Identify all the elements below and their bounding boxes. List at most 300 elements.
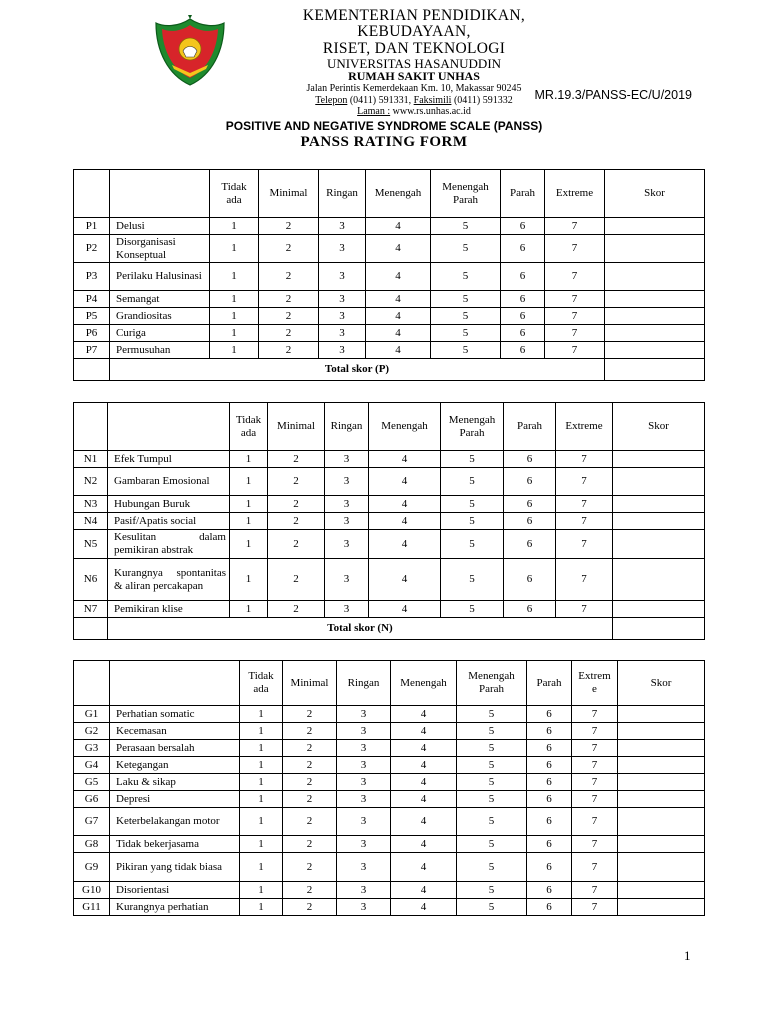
- score-4[interactable]: 4: [391, 808, 457, 836]
- table-row: [74, 468, 705, 496]
- general-scale-table: [73, 660, 705, 916]
- positive-scale-table: [73, 169, 705, 381]
- score-3[interactable]: 3: [325, 468, 369, 496]
- score-7[interactable]: 7: [556, 451, 613, 468]
- table-row: [74, 291, 705, 308]
- score-3[interactable]: 3: [325, 559, 369, 601]
- table-row: [74, 530, 705, 559]
- score-7[interactable]: 7: [545, 325, 605, 342]
- skor-cell[interactable]: [618, 808, 705, 836]
- score-5[interactable]: 5: [441, 451, 504, 468]
- score-5[interactable]: 5: [431, 235, 501, 263]
- table-row: [74, 774, 705, 791]
- ministry-name: KEMENTERIAN PENDIDIKAN, KEBUDAYAAN,: [302, 7, 526, 41]
- score-7[interactable]: 7: [556, 530, 613, 559]
- score-6[interactable]: 6: [501, 325, 545, 342]
- table-row: [74, 791, 705, 808]
- skor-cell[interactable]: [618, 757, 705, 774]
- score-2[interactable]: 2: [283, 706, 337, 723]
- header-skor: Skor: [618, 661, 705, 706]
- score-1[interactable]: 1: [240, 757, 283, 774]
- score-7[interactable]: 7: [572, 706, 618, 723]
- skor-cell[interactable]: [618, 706, 705, 723]
- header-tidak-ada: Tidak ada: [210, 170, 259, 218]
- header-extreme: Extreme: [556, 403, 613, 451]
- score-4[interactable]: 4: [366, 235, 431, 263]
- score-6[interactable]: 6: [527, 706, 572, 723]
- header-extreme: Extreme: [545, 170, 605, 218]
- score-5[interactable]: 5: [457, 899, 527, 916]
- score-2[interactable]: 2: [283, 740, 337, 757]
- table-row: [74, 325, 705, 342]
- score-3[interactable]: 3: [337, 757, 391, 774]
- skor-cell[interactable]: [618, 791, 705, 808]
- skor-cell[interactable]: [613, 601, 705, 618]
- score-4[interactable]: 4: [391, 899, 457, 916]
- header-menengah-parah: Menengah Parah: [457, 661, 527, 706]
- score-1[interactable]: 1: [240, 723, 283, 740]
- score-7[interactable]: 7: [556, 601, 613, 618]
- item-header: [110, 661, 240, 706]
- item-label: Pikiran yang tidak biasa: [110, 853, 240, 882]
- score-4[interactable]: 4: [366, 218, 431, 235]
- item-code: G11: [74, 899, 110, 916]
- score-1[interactable]: 1: [210, 263, 259, 291]
- table-row: [74, 235, 705, 263]
- header-menengah-parah: Menengah Parah: [431, 170, 501, 218]
- score-4[interactable]: 4: [391, 836, 457, 853]
- table-row: [74, 451, 705, 468]
- score-2[interactable]: 2: [259, 342, 319, 359]
- score-6[interactable]: 6: [501, 218, 545, 235]
- score-3[interactable]: 3: [319, 291, 366, 308]
- score-6[interactable]: 6: [504, 530, 556, 559]
- score-4[interactable]: 4: [369, 559, 441, 601]
- table-row: [74, 342, 705, 359]
- score-1[interactable]: 1: [230, 468, 268, 496]
- item-label: Kesulitan dalam pemikiran abstrak: [108, 530, 230, 559]
- score-7[interactable]: 7: [572, 836, 618, 853]
- score-1[interactable]: 1: [240, 808, 283, 836]
- unhas-logo: [150, 15, 230, 89]
- score-1[interactable]: 1: [240, 706, 283, 723]
- score-5[interactable]: 5: [431, 291, 501, 308]
- score-5[interactable]: 5: [431, 308, 501, 325]
- score-2[interactable]: 2: [283, 791, 337, 808]
- item-code: P1: [74, 218, 110, 235]
- score-7[interactable]: 7: [572, 740, 618, 757]
- score-2[interactable]: 2: [283, 757, 337, 774]
- header-minimal: Minimal: [259, 170, 319, 218]
- score-2[interactable]: 2: [268, 530, 325, 559]
- score-5[interactable]: 5: [457, 836, 527, 853]
- header-tidak-ada: Tidak ada: [240, 661, 283, 706]
- skor-cell[interactable]: [605, 325, 705, 342]
- item-code: P4: [74, 291, 110, 308]
- item-label: Perhatian somatic: [110, 706, 240, 723]
- header-menengah: Menengah: [369, 403, 441, 451]
- score-4[interactable]: 4: [391, 740, 457, 757]
- score-6[interactable]: 6: [504, 451, 556, 468]
- score-6[interactable]: 6: [501, 308, 545, 325]
- score-3[interactable]: 3: [337, 882, 391, 899]
- score-3[interactable]: 3: [319, 218, 366, 235]
- skor-cell[interactable]: [613, 451, 705, 468]
- score-2[interactable]: 2: [268, 451, 325, 468]
- score-1[interactable]: 1: [210, 325, 259, 342]
- skor-cell[interactable]: [605, 218, 705, 235]
- skor-cell[interactable]: [618, 723, 705, 740]
- score-1[interactable]: 1: [210, 308, 259, 325]
- score-2[interactable]: 2: [268, 601, 325, 618]
- score-4[interactable]: 4: [369, 513, 441, 530]
- score-7[interactable]: 7: [572, 899, 618, 916]
- score-6[interactable]: 6: [527, 836, 572, 853]
- score-6[interactable]: 6: [527, 899, 572, 916]
- score-5[interactable]: 5: [457, 882, 527, 899]
- table-row: [74, 757, 705, 774]
- score-4[interactable]: 4: [366, 342, 431, 359]
- score-6[interactable]: 6: [527, 740, 572, 757]
- score-7[interactable]: 7: [545, 291, 605, 308]
- header-parah: Parah: [527, 661, 572, 706]
- score-1[interactable]: 1: [230, 559, 268, 601]
- item-label: Perilaku Halusinasi: [110, 263, 210, 291]
- score-2[interactable]: 2: [259, 235, 319, 263]
- score-7[interactable]: 7: [556, 513, 613, 530]
- score-3[interactable]: 3: [337, 808, 391, 836]
- score-5[interactable]: 5: [431, 218, 501, 235]
- score-2[interactable]: 2: [259, 218, 319, 235]
- score-1[interactable]: 1: [240, 774, 283, 791]
- score-7[interactable]: 7: [572, 882, 618, 899]
- item-label: Grandiositas: [110, 308, 210, 325]
- item-label: Ketegangan: [110, 757, 240, 774]
- item-header: [110, 170, 210, 218]
- score-2[interactable]: 2: [283, 774, 337, 791]
- skor-cell[interactable]: [618, 740, 705, 757]
- item-label: Disorientasi: [110, 882, 240, 899]
- score-7[interactable]: 7: [545, 308, 605, 325]
- score-5[interactable]: 5: [431, 325, 501, 342]
- skor-cell[interactable]: [613, 496, 705, 513]
- score-2[interactable]: 2: [259, 308, 319, 325]
- item-code: P3: [74, 263, 110, 291]
- score-5[interactable]: 5: [441, 601, 504, 618]
- table-row: [74, 308, 705, 325]
- item-code: P7: [74, 342, 110, 359]
- score-3[interactable]: 3: [325, 601, 369, 618]
- item-label: Tidak bekerjasama: [110, 836, 240, 853]
- form-subtitle: PANSS RATING FORM: [300, 134, 468, 150]
- score-7[interactable]: 7: [556, 559, 613, 601]
- score-4[interactable]: 4: [366, 325, 431, 342]
- score-6[interactable]: 6: [527, 774, 572, 791]
- score-5[interactable]: 5: [431, 263, 501, 291]
- score-5[interactable]: 5: [457, 791, 527, 808]
- score-4[interactable]: 4: [391, 853, 457, 882]
- score-7[interactable]: 7: [572, 853, 618, 882]
- score-3[interactable]: 3: [319, 308, 366, 325]
- item-label: Pasif/Apatis social: [108, 513, 230, 530]
- score-1[interactable]: 1: [240, 899, 283, 916]
- score-4[interactable]: 4: [369, 530, 441, 559]
- header-row: [74, 403, 705, 451]
- score-5[interactable]: 5: [457, 740, 527, 757]
- skor-cell[interactable]: [605, 342, 705, 359]
- score-3[interactable]: 3: [337, 706, 391, 723]
- skor-cell[interactable]: [613, 530, 705, 559]
- skor-cell[interactable]: [605, 235, 705, 263]
- score-5[interactable]: 5: [457, 853, 527, 882]
- score-7[interactable]: 7: [545, 263, 605, 291]
- table-row: [74, 740, 705, 757]
- score-6[interactable]: 6: [504, 513, 556, 530]
- header-parah: Parah: [501, 170, 545, 218]
- code-header: [74, 170, 110, 218]
- skor-cell[interactable]: [618, 882, 705, 899]
- score-3[interactable]: 3: [319, 263, 366, 291]
- document-code: MR.19.3/PANSS-EC/U/2019: [534, 88, 692, 102]
- table-row: [74, 853, 705, 882]
- fax-value: (0411) 591332: [451, 94, 513, 106]
- score-1[interactable]: 1: [230, 496, 268, 513]
- item-code: N6: [74, 559, 108, 601]
- skor-cell[interactable]: [605, 308, 705, 325]
- score-1[interactable]: 1: [210, 235, 259, 263]
- header-menengah: Menengah: [391, 661, 457, 706]
- score-1[interactable]: 1: [230, 513, 268, 530]
- hospital-contact: [246, 95, 582, 107]
- score-1[interactable]: 1: [210, 342, 259, 359]
- score-3[interactable]: 3: [337, 774, 391, 791]
- total-score-n[interactable]: [613, 618, 705, 640]
- score-5[interactable]: 5: [441, 513, 504, 530]
- score-1[interactable]: 1: [210, 218, 259, 235]
- score-6[interactable]: 6: [501, 342, 545, 359]
- item-label: Kurangnya spontanitas & aliran percakapan: [108, 559, 230, 601]
- score-2[interactable]: 2: [283, 836, 337, 853]
- web-value: www.rs.unhas.ac.id: [390, 106, 471, 118]
- score-6[interactable]: 6: [504, 559, 556, 601]
- score-5[interactable]: 5: [457, 723, 527, 740]
- header-row: [74, 170, 705, 218]
- ministry-name-cont: RISET, DAN TEKNOLOGI: [322, 39, 506, 57]
- score-6[interactable]: 6: [527, 791, 572, 808]
- score-7[interactable]: 7: [572, 774, 618, 791]
- hospital-name: RUMAH SAKIT UNHAS: [348, 69, 480, 84]
- score-2[interactable]: 2: [283, 899, 337, 916]
- score-3[interactable]: 3: [319, 235, 366, 263]
- score-5[interactable]: 5: [441, 496, 504, 513]
- skor-cell[interactable]: [618, 774, 705, 791]
- score-7[interactable]: 7: [545, 342, 605, 359]
- score-6[interactable]: 6: [527, 808, 572, 836]
- score-1[interactable]: 1: [210, 291, 259, 308]
- item-code: P2: [74, 235, 110, 263]
- phone-label: Telepon: [315, 94, 348, 106]
- score-2[interactable]: 2: [259, 263, 319, 291]
- score-3[interactable]: 3: [337, 791, 391, 808]
- score-2[interactable]: 2: [268, 513, 325, 530]
- web-label: Laman :: [357, 106, 391, 118]
- item-code: G6: [74, 791, 110, 808]
- score-4[interactable]: 4: [391, 791, 457, 808]
- score-2[interactable]: 2: [268, 496, 325, 513]
- page-number: 1: [684, 948, 691, 963]
- table-row: [74, 601, 705, 618]
- score-6[interactable]: 6: [504, 496, 556, 513]
- item-code: N4: [74, 513, 108, 530]
- item-label: Efek Tumpul: [108, 451, 230, 468]
- score-5[interactable]: 5: [457, 808, 527, 836]
- score-5[interactable]: 5: [457, 757, 527, 774]
- score-7[interactable]: 7: [572, 791, 618, 808]
- table-row: [74, 808, 705, 836]
- item-label: Depresi: [110, 791, 240, 808]
- header-parah: Parah: [504, 403, 556, 451]
- score-4[interactable]: 4: [391, 706, 457, 723]
- score-5[interactable]: 5: [441, 530, 504, 559]
- item-code: N7: [74, 601, 108, 618]
- skor-cell[interactable]: [613, 468, 705, 496]
- item-label: Curiga: [110, 325, 210, 342]
- total-score-p[interactable]: [605, 359, 705, 381]
- score-2[interactable]: 2: [283, 853, 337, 882]
- code-header: [74, 661, 110, 706]
- score-7[interactable]: 7: [545, 235, 605, 263]
- item-code: G8: [74, 836, 110, 853]
- item-label: Perasaan bersalah: [110, 740, 240, 757]
- score-5[interactable]: 5: [457, 774, 527, 791]
- score-6[interactable]: 6: [527, 853, 572, 882]
- skor-cell[interactable]: [613, 513, 705, 530]
- score-4[interactable]: 4: [391, 723, 457, 740]
- score-6[interactable]: 6: [527, 757, 572, 774]
- skor-cell[interactable]: [618, 899, 705, 916]
- total-code-cell: [74, 618, 108, 640]
- skor-cell[interactable]: [613, 559, 705, 601]
- score-4[interactable]: 4: [369, 601, 441, 618]
- skor-cell[interactable]: [605, 263, 705, 291]
- score-3[interactable]: 3: [319, 342, 366, 359]
- score-3[interactable]: 3: [325, 496, 369, 513]
- score-7[interactable]: 7: [572, 757, 618, 774]
- header-extreme: Extrem e: [572, 661, 618, 706]
- skor-cell[interactable]: [618, 853, 705, 882]
- item-label: Kecemasan: [110, 723, 240, 740]
- score-6[interactable]: 6: [501, 291, 545, 308]
- item-code: G10: [74, 882, 110, 899]
- score-4[interactable]: 4: [369, 451, 441, 468]
- score-4[interactable]: 4: [366, 291, 431, 308]
- score-2[interactable]: 2: [268, 468, 325, 496]
- score-3[interactable]: 3: [337, 723, 391, 740]
- table-row: [74, 496, 705, 513]
- item-header: [108, 403, 230, 451]
- score-2[interactable]: 2: [283, 723, 337, 740]
- score-4[interactable]: 4: [391, 774, 457, 791]
- code-header: [74, 403, 108, 451]
- score-1[interactable]: 1: [230, 601, 268, 618]
- table-row: [74, 706, 705, 723]
- score-2[interactable]: 2: [259, 291, 319, 308]
- header-tidak-ada: Tidak ada: [230, 403, 268, 451]
- score-1[interactable]: 1: [240, 791, 283, 808]
- score-3[interactable]: 3: [325, 451, 369, 468]
- table-row: [74, 559, 705, 601]
- total-row: [74, 618, 705, 640]
- skor-cell[interactable]: [605, 291, 705, 308]
- score-7[interactable]: 7: [556, 496, 613, 513]
- score-4[interactable]: 4: [369, 496, 441, 513]
- score-7[interactable]: 7: [572, 808, 618, 836]
- score-5[interactable]: 5: [441, 559, 504, 601]
- score-5[interactable]: 5: [457, 706, 527, 723]
- score-7[interactable]: 7: [545, 218, 605, 235]
- score-6[interactable]: 6: [501, 263, 545, 291]
- negative-scale-table: [73, 402, 705, 640]
- score-4[interactable]: 4: [391, 882, 457, 899]
- score-5[interactable]: 5: [441, 468, 504, 496]
- score-2[interactable]: 2: [283, 808, 337, 836]
- item-code: P5: [74, 308, 110, 325]
- score-7[interactable]: 7: [556, 468, 613, 496]
- score-6[interactable]: 6: [504, 468, 556, 496]
- score-1[interactable]: 1: [240, 836, 283, 853]
- score-2[interactable]: 2: [259, 325, 319, 342]
- score-4[interactable]: 4: [369, 468, 441, 496]
- score-3[interactable]: 3: [337, 899, 391, 916]
- score-4[interactable]: 4: [366, 263, 431, 291]
- score-6[interactable]: 6: [527, 882, 572, 899]
- score-3[interactable]: 3: [337, 853, 391, 882]
- score-6[interactable]: 6: [501, 235, 545, 263]
- score-1[interactable]: 1: [240, 853, 283, 882]
- score-1[interactable]: 1: [230, 530, 268, 559]
- total-code-cell: [74, 359, 110, 381]
- score-3[interactable]: 3: [337, 740, 391, 757]
- score-4[interactable]: 4: [366, 308, 431, 325]
- letterhead: [246, 8, 582, 118]
- score-2[interactable]: 2: [268, 559, 325, 601]
- header-minimal: Minimal: [268, 403, 325, 451]
- score-5[interactable]: 5: [431, 342, 501, 359]
- total-label-p: Total skor (P): [110, 359, 605, 381]
- score-3[interactable]: 3: [325, 513, 369, 530]
- header-ringan: Ringan: [337, 661, 391, 706]
- score-7[interactable]: 7: [572, 723, 618, 740]
- total-label-n: Total skor (N): [108, 618, 613, 640]
- score-2[interactable]: 2: [283, 882, 337, 899]
- score-1[interactable]: 1: [230, 451, 268, 468]
- score-1[interactable]: 1: [240, 882, 283, 899]
- score-3[interactable]: 3: [325, 530, 369, 559]
- item-label: Delusi: [110, 218, 210, 235]
- score-3[interactable]: 3: [337, 836, 391, 853]
- score-1[interactable]: 1: [240, 740, 283, 757]
- header-skor: Skor: [605, 170, 705, 218]
- score-3[interactable]: 3: [319, 325, 366, 342]
- total-row: [74, 359, 705, 381]
- skor-cell[interactable]: [618, 836, 705, 853]
- score-6[interactable]: 6: [504, 601, 556, 618]
- score-4[interactable]: 4: [391, 757, 457, 774]
- score-6[interactable]: 6: [527, 723, 572, 740]
- item-label: Semangat: [110, 291, 210, 308]
- table-row: [74, 218, 705, 235]
- table-row: [74, 836, 705, 853]
